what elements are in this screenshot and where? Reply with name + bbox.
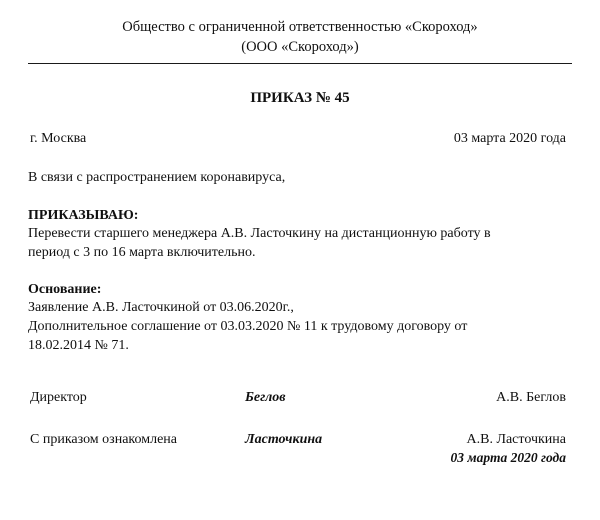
signatory-role: Директор	[30, 389, 87, 405]
document-title: ПРИКАЗ № 45	[250, 90, 350, 107]
signatory-name	[395, 432, 572, 466]
organization-header	[28, 18, 572, 57]
signatory-name-text: А.В. Ласточкина	[466, 431, 566, 447]
header-divider	[28, 63, 572, 64]
organization-full-name: Общество с ограниченной ответственностью «Скороход»	[122, 19, 478, 35]
signature-date: 03 марта 2020 года	[450, 449, 566, 465]
order-heading: ПРИКАЗЫВАЮ:	[28, 207, 139, 223]
basis-body-line-1: Заявление А.В. Ласточкиной от 03.06.2020г.,	[28, 300, 294, 316]
document-date: 03 марта 2020 года	[453, 131, 566, 147]
signature-row	[28, 390, 572, 406]
document-meta-row	[28, 131, 572, 147]
order-body-line-1: Перевести старшего менеджера А.В. Ласточкину на дистанционную работу в	[28, 225, 491, 241]
order-body	[28, 225, 572, 263]
basis-body-line-2: Дополнительное соглашение от 03.03.2020 № 11 к трудовому договору от	[28, 319, 468, 335]
basis-heading: Основание:	[28, 282, 102, 298]
handwritten-signature: Ласточкина	[245, 431, 323, 447]
signature-block	[28, 390, 572, 466]
basis-body-line-3: 18.02.2014 № 71.	[28, 337, 129, 353]
signature-row	[28, 432, 572, 466]
signatory-name	[395, 390, 572, 406]
basis-body	[28, 299, 572, 355]
organization-short-name: (ООО «Скороход»)	[241, 38, 359, 55]
handwritten-signature: Беглов	[245, 389, 286, 405]
order-body-line-2: период с 3 по 16 марта включительно.	[28, 244, 256, 260]
signatory-role: С приказом ознакомлена	[30, 431, 177, 447]
document-city: г. Москва	[30, 131, 87, 147]
signatory-name-text: А.В. Беглов	[496, 389, 566, 405]
preamble-paragraph: В связи с распространением коронавируса,	[28, 170, 286, 186]
